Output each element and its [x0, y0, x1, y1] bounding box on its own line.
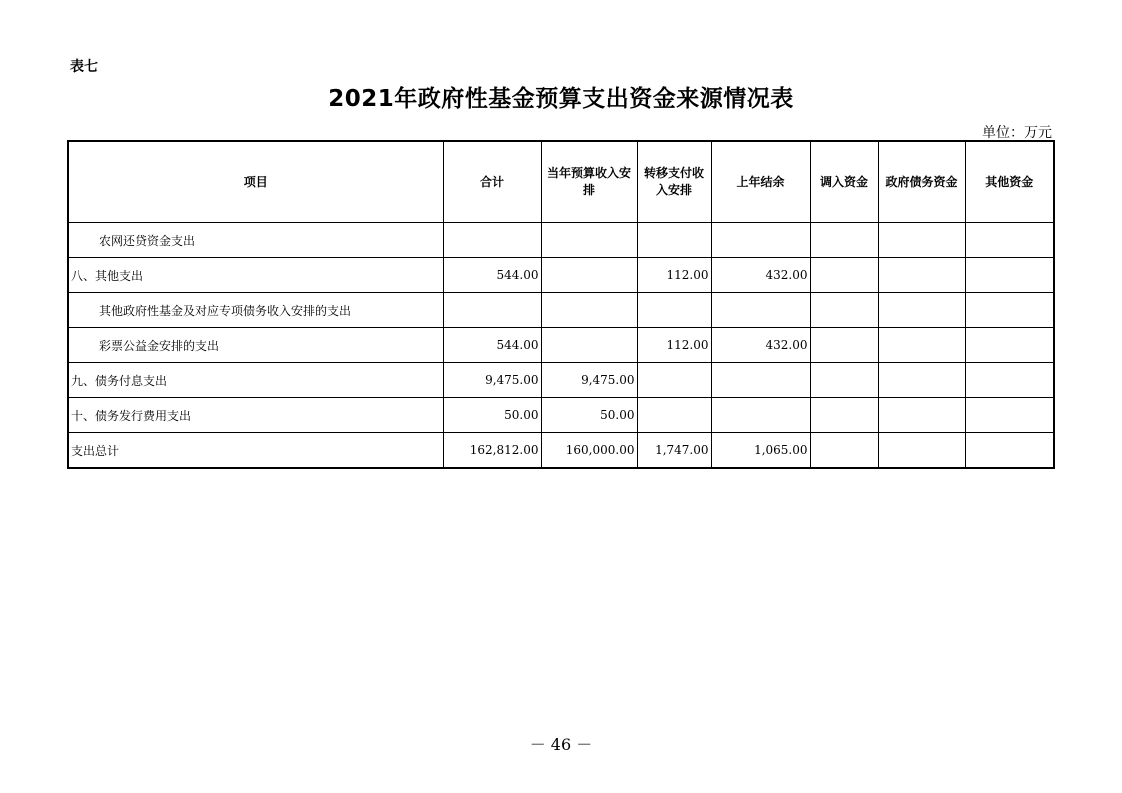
value-cell: 50.00 — [541, 398, 637, 433]
value-cell — [965, 293, 1054, 328]
value-cell: 544.00 — [443, 258, 541, 293]
value-cell — [541, 258, 637, 293]
value-cell: 1,747.00 — [637, 433, 711, 469]
value-cell — [711, 293, 810, 328]
value-cell — [810, 293, 878, 328]
value-cell — [878, 258, 965, 293]
table-row — [68, 223, 1054, 258]
budget-table — [67, 140, 1055, 469]
value-cell — [541, 293, 637, 328]
value-cell — [965, 258, 1054, 293]
value-cell: 9,475.00 — [541, 363, 637, 398]
unit-note: 单位：万元 — [982, 125, 1052, 141]
value-cell: 1,065.00 — [711, 433, 810, 469]
value-cell — [711, 398, 810, 433]
table-row — [68, 398, 1054, 433]
value-cell — [711, 223, 810, 258]
value-cell — [810, 258, 878, 293]
header-cell-total: 合计 — [443, 141, 541, 223]
value-cell — [810, 328, 878, 363]
value-cell — [878, 328, 965, 363]
header-cell-prior-balance: 上年结余 — [711, 141, 810, 223]
value-cell: 162,812.00 — [443, 433, 541, 469]
header-cell-other-funds: 其他资金 — [965, 141, 1054, 223]
table-row — [68, 258, 1054, 293]
page-title: 2021年政府性基金预算支出资金来源情况表 — [328, 86, 794, 112]
item-cell: 彩票公益金安排的支出 — [68, 328, 443, 363]
value-cell: 9,475.00 — [443, 363, 541, 398]
item-cell: 农网还贷资金支出 — [68, 223, 443, 258]
item-cell: 支出总计 — [68, 433, 443, 469]
value-cell: 160,000.00 — [541, 433, 637, 469]
value-cell — [878, 398, 965, 433]
value-cell — [810, 223, 878, 258]
value-cell — [878, 223, 965, 258]
value-cell — [810, 433, 878, 469]
value-cell — [541, 223, 637, 258]
value-cell — [965, 328, 1054, 363]
page-number: － 46 － — [529, 735, 593, 754]
value-cell — [541, 328, 637, 363]
value-cell: 112.00 — [637, 258, 711, 293]
value-cell: 544.00 — [443, 328, 541, 363]
value-cell — [637, 398, 711, 433]
value-cell — [711, 363, 810, 398]
header-cell-transferred-in: 调入资金 — [810, 141, 878, 223]
table-row — [68, 328, 1054, 363]
header-cell-current-budget: 当年预算收入安排 — [541, 141, 637, 223]
value-cell — [878, 293, 965, 328]
value-cell — [637, 293, 711, 328]
value-cell: 432.00 — [711, 258, 810, 293]
item-cell: 十、债务发行费用支出 — [68, 398, 443, 433]
item-cell: 九、债务付息支出 — [68, 363, 443, 398]
item-cell: 其他政府性基金及对应专项债务收入安排的支出 — [68, 293, 443, 328]
header-cell-transfer: 转移支付收入安排 — [637, 141, 711, 223]
value-cell: 432.00 — [711, 328, 810, 363]
value-cell — [965, 398, 1054, 433]
value-cell — [965, 363, 1054, 398]
value-cell — [637, 363, 711, 398]
value-cell — [443, 223, 541, 258]
value-cell — [878, 363, 965, 398]
value-cell — [443, 293, 541, 328]
value-cell — [965, 433, 1054, 469]
item-cell: 八、其他支出 — [68, 258, 443, 293]
table-row — [68, 293, 1054, 328]
header-row — [68, 141, 1054, 223]
table-row — [68, 433, 1054, 469]
table-row — [68, 363, 1054, 398]
value-cell — [637, 223, 711, 258]
value-cell — [810, 363, 878, 398]
header-cell-item: 项目 — [68, 141, 443, 223]
value-cell — [878, 433, 965, 469]
header-cell-debt-funds: 政府债务资金 — [878, 141, 965, 223]
table-tag: 表七 — [70, 59, 98, 75]
value-cell: 50.00 — [443, 398, 541, 433]
value-cell — [965, 223, 1054, 258]
value-cell — [810, 398, 878, 433]
value-cell: 112.00 — [637, 328, 711, 363]
